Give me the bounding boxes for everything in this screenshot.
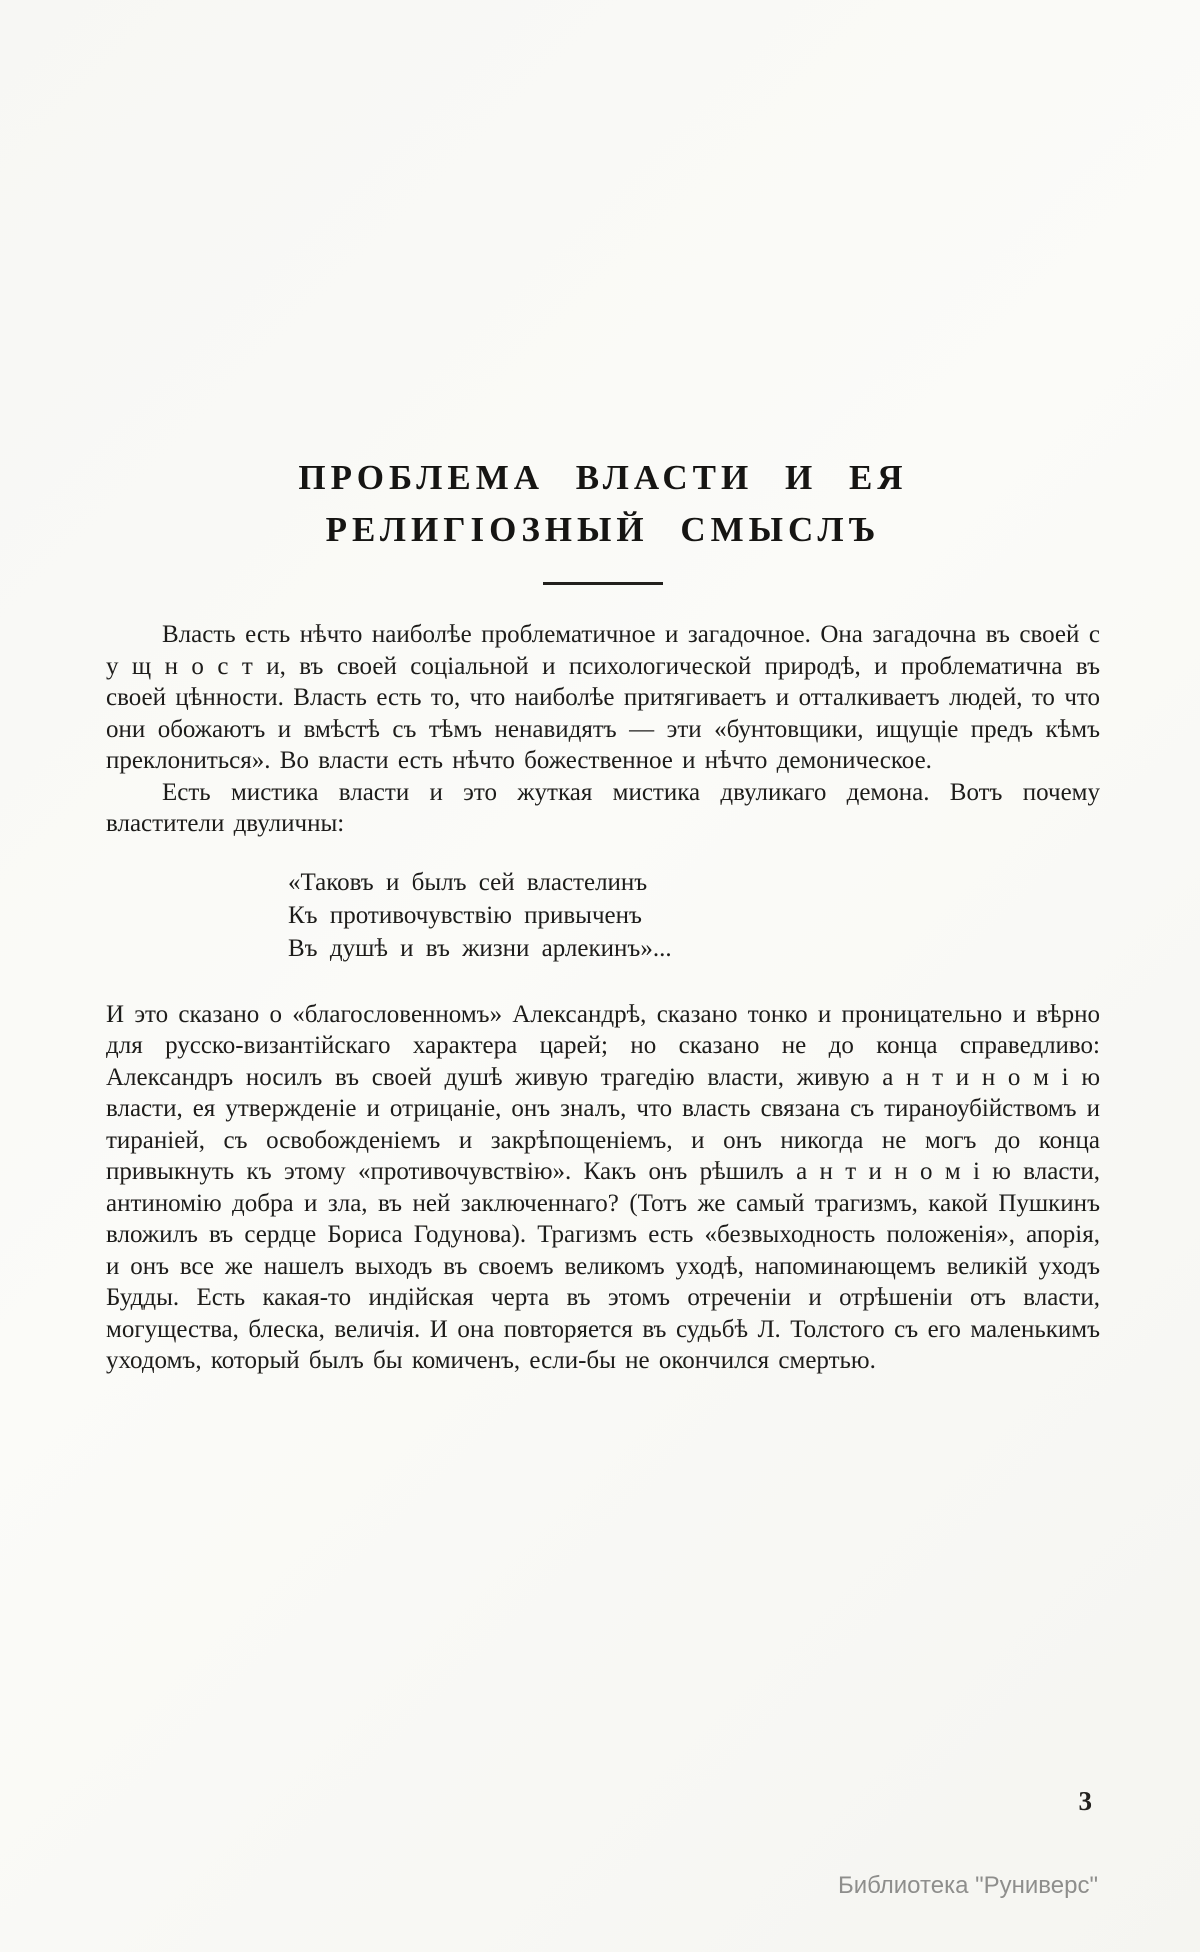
library-watermark: Библиотека "Руниверс" xyxy=(837,1872,1098,1899)
page-content xyxy=(106,452,1100,1377)
verse-line-2: Къ противочувствію привыченъ xyxy=(288,901,642,929)
verse-line-3: Въ душѣ и въ жизни арлекинъ»... xyxy=(288,934,672,962)
body-paragraph-2: Есть мистика власти и это жуткая мистика двуликаго демона. Вотъ почему властители двуличны: xyxy=(106,778,1100,837)
page-number: 3 xyxy=(1078,1786,1092,1816)
body-text xyxy=(106,619,1100,1377)
chapter-title xyxy=(106,452,1100,585)
chapter-title-line-2: РЕЛИГІОЗНЫЙ СМЫСЛЪ xyxy=(325,510,881,549)
chapter-title-line-1: ПРОБЛЕМА ВЛАСТИ И ЕЯ xyxy=(298,458,908,497)
body-paragraph-3: И это сказано о «благословенномъ» Александрѣ, сказано тонко и проницательно и вѣрно для русско-византійскаго характера царей; но сказано не до конца справедливо: Александръ носилъ въ своей душѣ живую трагедію власти, живую а н т и н о м і ю власти, ея утвержденіе и отрицаніе, онъ зналъ, что власть связана съ тираноубійствомъ и тираніей, съ освобожденіемъ и закрѣпощеніемъ, и онъ никогда не могъ до конца привыкнуть къ этому «противочувствію». Какъ онъ рѣшилъ а н т и н о м і ю власти, антиномію добра и зла, въ ней заключеннаго? (Тотъ же самый трагизмъ, какой Пушкинъ вложилъ въ сердце Бориса Годунова). Трагизмъ есть «безвыходность положенія», апорія, и онъ все же нашелъ выходъ въ своемъ великомъ уходѣ, напоминающемъ великій уходъ Будды. Есть какая-то индійская черта въ этомъ отреченіи и отрѣшеніи отъ власти, могущества, блеска, величія. И она повторяется въ судьбѣ Л. Толстого съ его маленькимъ уходомъ, который былъ бы комиченъ, если-бы не окончился смертью. xyxy=(106,1000,1100,1374)
title-divider-rule xyxy=(543,582,663,585)
verse-line-1: «Таковъ и былъ сей властелинъ xyxy=(288,868,648,896)
verse-block xyxy=(288,866,1100,965)
body-paragraph-1: Власть есть нѣчто наиболѣе проблематичное и загадочное. Она загадочна въ своей с у щ н о с т и, въ своей соціальной и психологической природѣ, и проблематична въ своей цѣнности. Власть есть то, что наиболѣе притягиваетъ и отталкиваетъ людей, то что они обожаютъ и вмѣстѣ съ тѣмъ ненавидятъ — эти «бунтовщики, ищущіе предъ кѣмъ преклониться». Во власти есть нѣчто божественное и нѣчто демоническое. xyxy=(106,621,1100,774)
